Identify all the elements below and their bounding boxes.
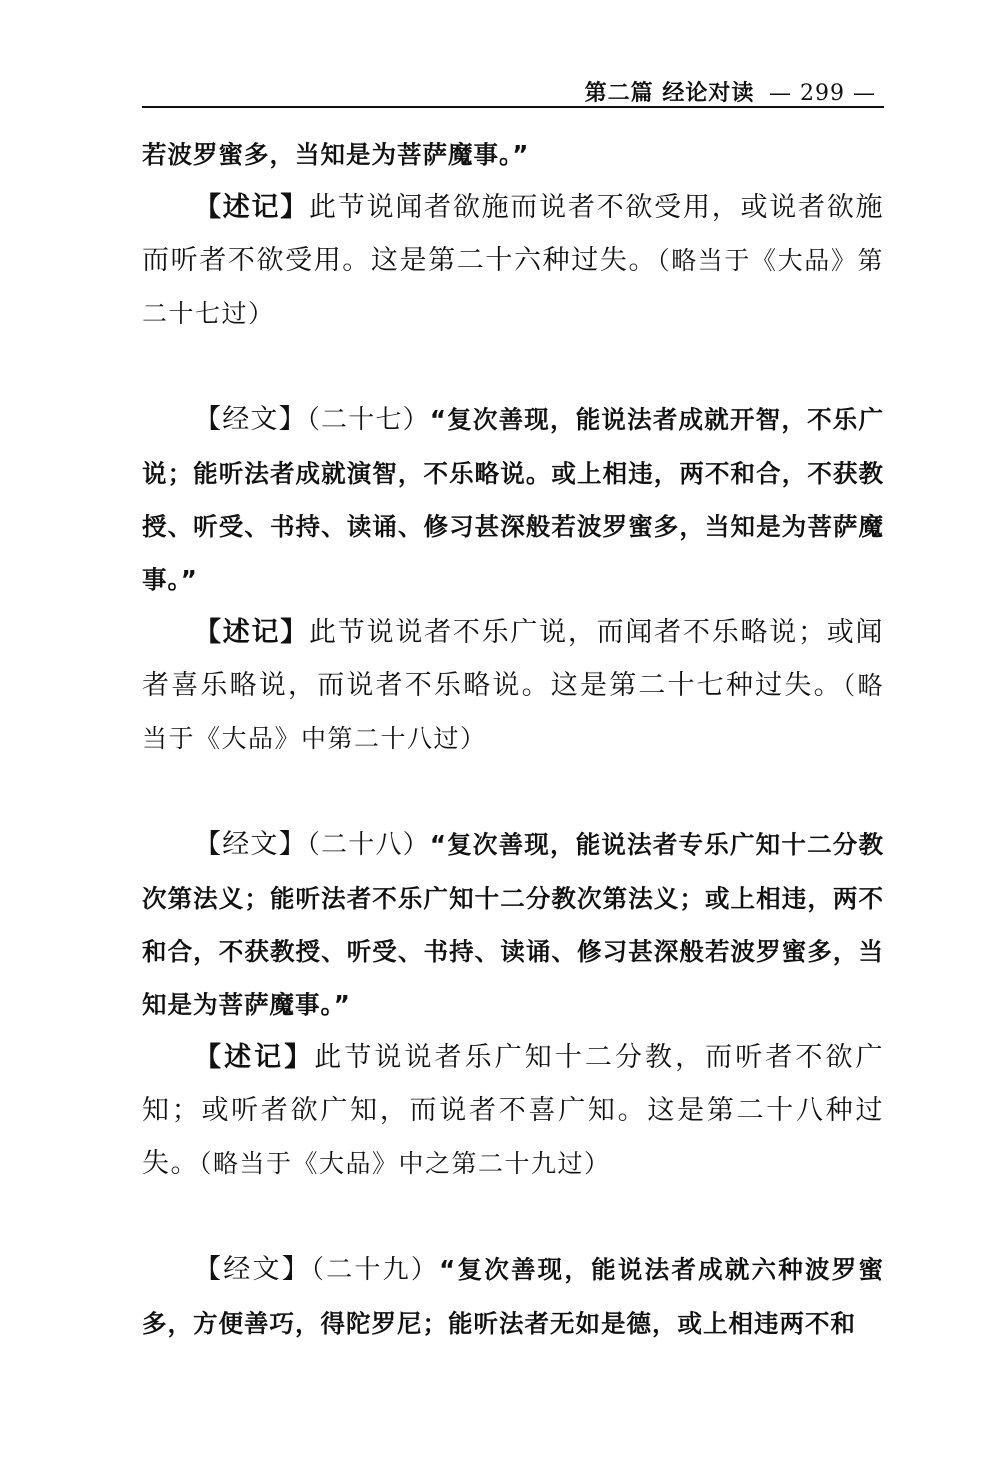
spacer [142,340,884,393]
commentary-text: 此节说说者不乐广说，而闻者不乐略说；或闻者喜乐略说，而说者不乐略说。这是第二十七种过失。 [142,617,885,701]
sutra-label: 【经文】 [194,1254,311,1285]
spacer [142,1190,884,1243]
spacer [142,765,884,818]
page-body [142,128,884,1350]
commentary-label: 【述记】 [194,1042,315,1073]
sutra-28 [142,818,884,1031]
commentary-note: （略当于《大品》中之第二十九过） [199,1149,611,1178]
commentary-text: 此节说闻者欲施而说者不欲受用，或说者欲施而听者不欲受用。这是第二十六种过失。 [142,192,885,276]
sutra-text: 若波罗蜜多，当知是为菩萨魔事。” [142,140,530,169]
sutra-label: 【经文】 [194,829,307,860]
sutra-continuation [142,128,884,181]
sutra-text: “复次善现，能说法者成就六种波罗蜜多，方便善巧，得陀罗尼；能听法者无如是德，或上相违两不和 [142,1255,885,1338]
sutra-number: （二十八） [306,830,430,860]
sutra-text: “复次善现，能说法者成就开智，不乐广说；能听法者成就演智，不乐略说。或上相违，两不和合，不获教授、听受、书持、读诵、修习甚深般若波罗蜜多，当知是为菩萨魔事。” [142,405,884,594]
sutra-27 [142,393,884,606]
sutra-number: （二十九） [310,1255,440,1285]
header-text [585,76,882,107]
commentary-label: 【述记】 [194,617,310,648]
page-number: — 299 — [769,81,876,106]
sutra-text: “复次善现，能说法者专乐广知十二分教次第法义；能听法者不乐广知十二分教次第法义；或上相违，两不和合，不获教授、听受、书持、读诵、修习甚深般若波罗蜜多，当知是为菩萨魔事。” [142,830,884,1019]
commentary-note: （略当于《大品》第二十七过） [142,246,884,328]
sutra-label: 【经文】 [194,404,307,435]
commentary-note: （略当于《大品》中第二十八过） [142,671,884,753]
sutra-29 [142,1243,884,1350]
sutra-number: （二十七） [306,405,430,435]
header-section: 第二篇 经论对读 [584,81,755,106]
running-header [142,74,884,108]
commentary-label: 【述记】 [194,192,310,223]
commentary-28 [142,1031,884,1190]
commentary-27 [142,606,884,765]
commentary-26 [142,181,884,340]
commentary-text: 此节说说者乐广知十二分教，而听者不欲广知；或听者欲广知，而说者不喜广知。这是第二十八种过失。 [142,1042,885,1179]
